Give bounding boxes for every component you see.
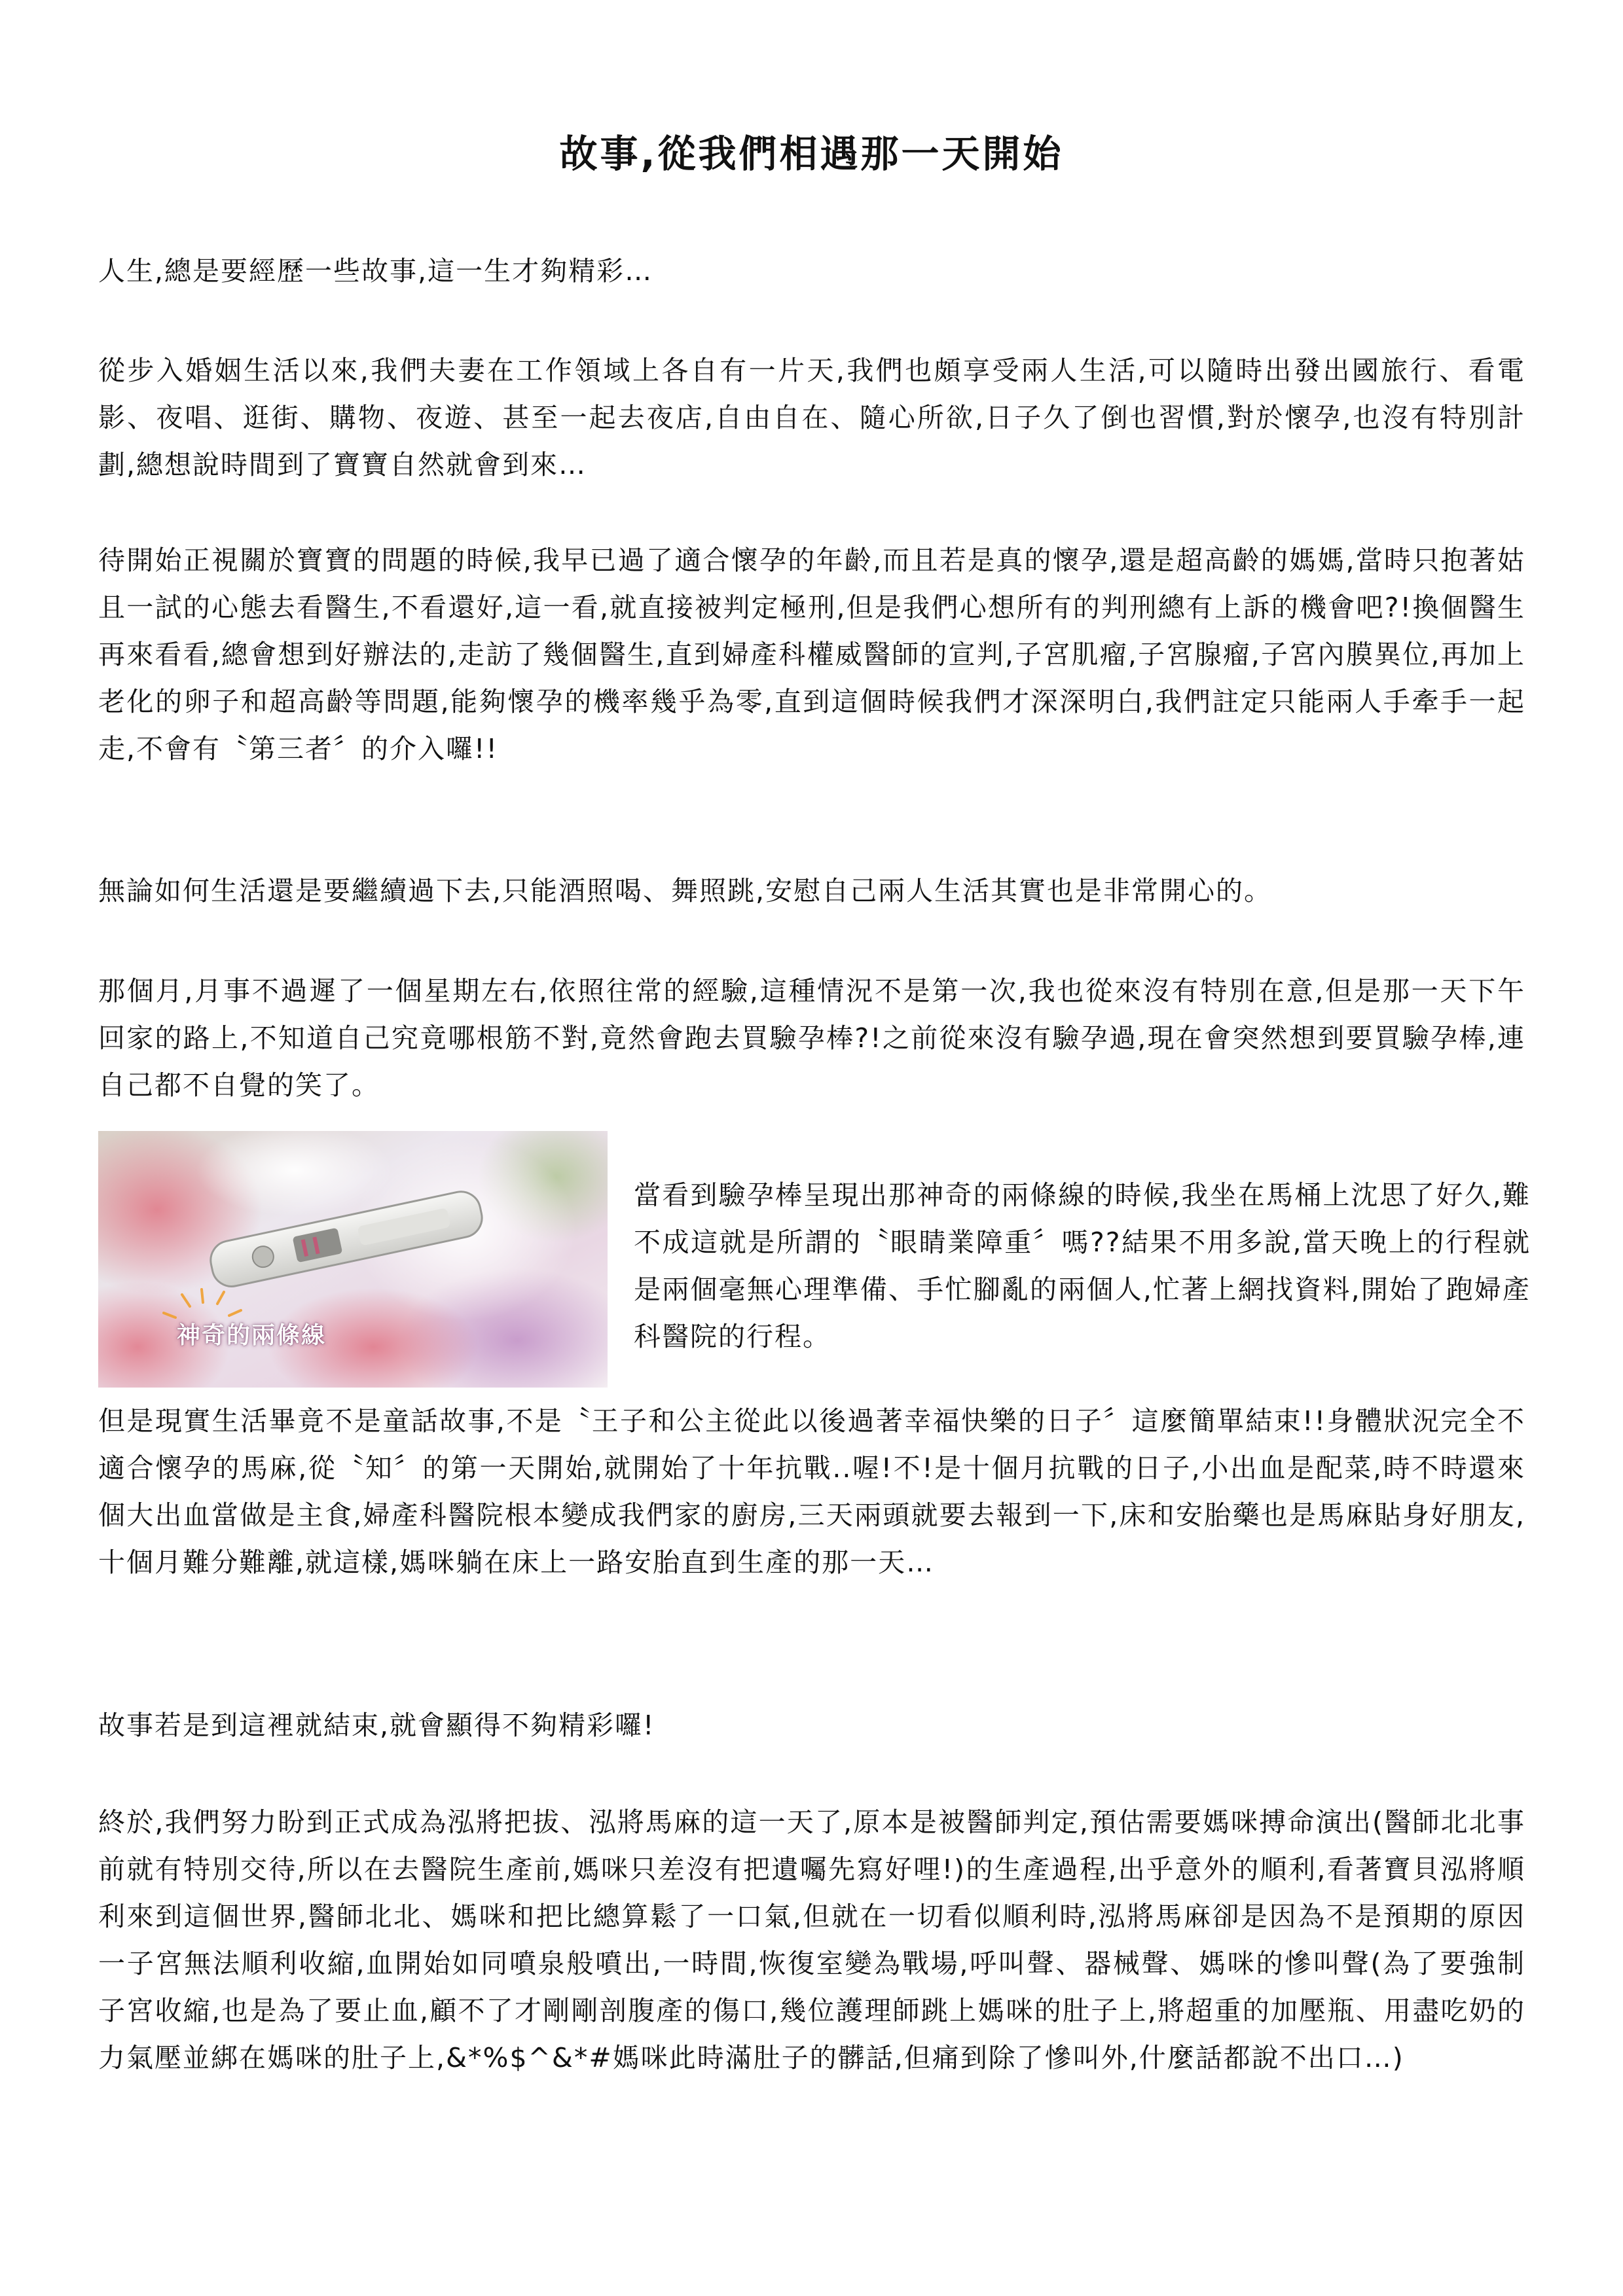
paragraph-two-lines: 當看到驗孕棒呈現出那神奇的兩條線的時候,我坐在馬桶上沈思了好久,難不成這就是所謂的〝眼睛業障重〞嗎??結果不用多說,當天晚上的行程就是兩個毫無心理準備、手忙腳亂的兩個人,忙著上網找資料,開始了跑婦產科醫院的行程。	[634, 1179, 1531, 1352]
paragraph-birth: 終於,我們努力盼到正式成為泓將把拔、泓將馬麻的這一天了,原本是被醫師判定,預估需要媽咪搏命演出(醫師北北事前就有特別交待,所以在去醫院生產前,媽咪只差沒有把遺囑先寫好哩!)的生產過程,出乎意外的順利,看著寶貝泓將順利來到這個世界,醫師北北、媽咪和把比總算鬆了一口氣,但就在一切看似順利時,泓將馬麻卻是因為不是預期的原因一子宮無法順利收縮,血開始如同噴泉般噴出,一時間,恢復室變為戰場,呼叫聲、器械聲、媽咪的慘叫聲(為了要強制子宮收縮,也是為了要止血,顧不了才剛剛剖腹產的傷口,幾位護理師跳上媽咪的肚子上,將超重的加壓瓶、用盡吃奶的力氣壓並綁在媽咪的肚子上,&*%$^&*#媽咪此時滿肚子的髒話,但痛到除了慘叫外,什麼話都說不出口…)	[98, 1806, 1525, 2073]
paragraph-life-goes-on: 無論如何生活還是要繼續過下去,只能酒照喝、舞照跳,安慰自己兩人生活其實也是非常開心的。	[98, 875, 1273, 906]
paragraph-not-the-end: 故事若是到這裡就結束,就會顯得不夠精彩囉!	[98, 1710, 655, 1741]
paragraph-reality: 但是現實生活畢竟不是童話故事,不是〝王子和公主從此以後過著幸福快樂的日子〞這麼簡單結束!!身體狀況完全不適合懷孕的馬麻,從〝知〞的第一天開始,就開始了十年抗戰..喔!不!是十個月抗戰的日子,小出血是配菜,時不時還來個大出血當做是主食,婦產科醫院根本變成我們家的廚房,三天兩頭就要去報到一下,床和安胎藥也是馬麻貼身好朋友,十個月難分難離,就這樣,媽咪躺在床上一路安胎直到生產的那一天…	[98, 1405, 1525, 1578]
paragraph-pregnancy-test: 那個月,月事不過遲了一個星期左右,依照往常的經驗,這種情況不是第一次,我也從來沒有特別在意,但是那一天下午回家的路上,不知道自己究竟哪根筋不對,竟然會跑去買驗孕棒?!之前從來沒有驗孕過,現在會突然想到要買驗孕棒,連自己都不自覺的笑了。	[98, 975, 1525, 1101]
photo-caption: 神奇的兩條線	[177, 1322, 327, 1349]
paragraph-diagnosis: 待開始正視關於寶寶的問題的時候,我早已過了適合懷孕的年齡,而且若是真的懷孕,還是超高齡的媽媽,當時只抱著姑且一試的心態去看醫生,不看還好,這一看,就直接被判定極刑,但是我們心想所有的判刑總有上訴的機會吧?!換個醫生再來看看,總會想到好辦法的,走訪了幾個醫生,直到婦產科權威醫師的宣判,子宮肌瘤,子宮腺瘤,子宮內膜異位,再加上老化的卵子和超高齡等問題,能夠懷孕的機率幾乎為零,直到這個時候我們才深深明白,我們註定只能兩人手牽手一起走,不會有〝第三者〞的介入囉!!	[98, 545, 1525, 764]
pregnancy-test-photo	[98, 1131, 608, 1388]
page-title: 故事,從我們相遇那一天開始	[559, 132, 1064, 176]
paragraph-intro: 人生,總是要經歷一些故事,這一生才夠精彩…	[98, 255, 653, 287]
paragraph-married-life: 從步入婚姻生活以來,我們夫妻在工作領域上各自有一片天,我們也頗享受兩人生活,可以隨時出發出國旅行、看電影、夜唱、逛街、購物、夜遊、甚至一起去夜店,自由自在、隨心所欲,日子久了倒也習慣,對於懷孕,也沒有特別計劃,總想說時間到了寶寶自然就會到來…	[98, 355, 1525, 480]
